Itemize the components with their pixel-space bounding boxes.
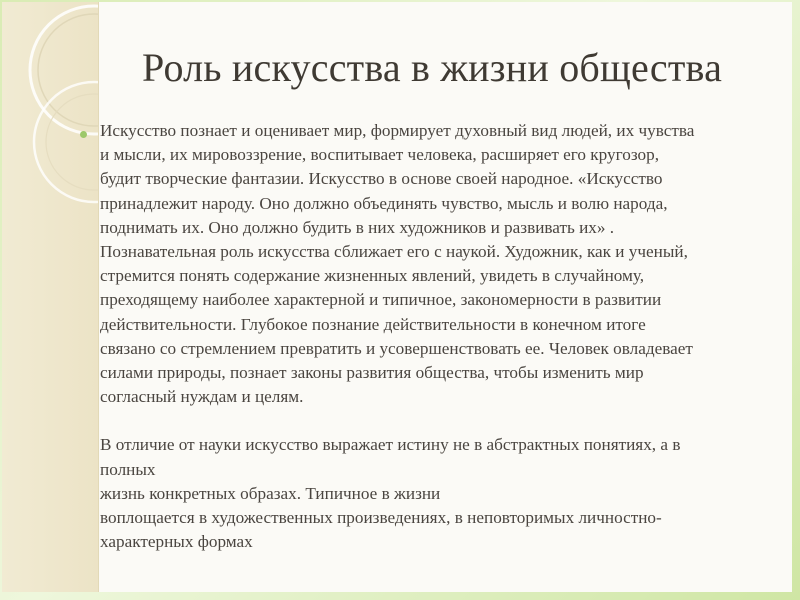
text-line: Познавательная роль искусства сближает его с наукой. Художник, как и ученый, [100, 242, 688, 262]
text-line: стремится понять содержание жизненных явлений, увидеть в случайному, [100, 266, 645, 286]
text-line: принадлежит народу. Оно должно объединять чувство, мысль и волю народа, [100, 193, 668, 213]
text-line: жизнь конкретных образах. Типичное в жизни [100, 483, 441, 503]
paragraph-2 [100, 433, 784, 554]
slide [2, 2, 792, 592]
text-line: силами природы, познает законы развития общества, чтобы изменить мир [100, 363, 644, 383]
decorative-side-band [2, 2, 99, 592]
paragraph-gap [100, 409, 784, 433]
text-line: Искусство познает и оценивает мир, формирует духовный вид людей, их чувства [100, 121, 695, 140]
text-line: будит творческие фантазии. Искусство в основе своей народное. «Искусство [100, 169, 663, 189]
text-line: характерных формах [100, 532, 253, 552]
decorative-circles-icon [2, 2, 98, 592]
slide-body [100, 119, 784, 554]
text-line: связано со стремлением превратить и усовершенствовать ее. Человек овладевает [100, 338, 693, 358]
paragraph-1 [100, 119, 784, 409]
slide-title: Роль искусства в жизни общества [142, 45, 723, 90]
text-line: и мысли, их мировоззрение, воспитывает человека, расширяет его кругозор, [100, 145, 660, 165]
text-line: действительности. Глубокое познание действительности в конечном итоге [100, 314, 646, 334]
text-line: преходящему наиболее характерной и типичное, закономерности в развитии [100, 290, 662, 310]
text-line: В отличие от науки искусство выражает истину не в абстрактных понятиях, а в [100, 435, 681, 455]
text-line: полных [100, 459, 156, 479]
bullet-icon [80, 131, 87, 138]
text-line: воплощается в художественных произведениях, в неповторимых личностно- [100, 508, 662, 528]
text-line: поднимать их. Оно должно будить в них художников и развивать их» . [100, 217, 615, 237]
text-line: согласный нуждам и целям. [100, 387, 304, 407]
